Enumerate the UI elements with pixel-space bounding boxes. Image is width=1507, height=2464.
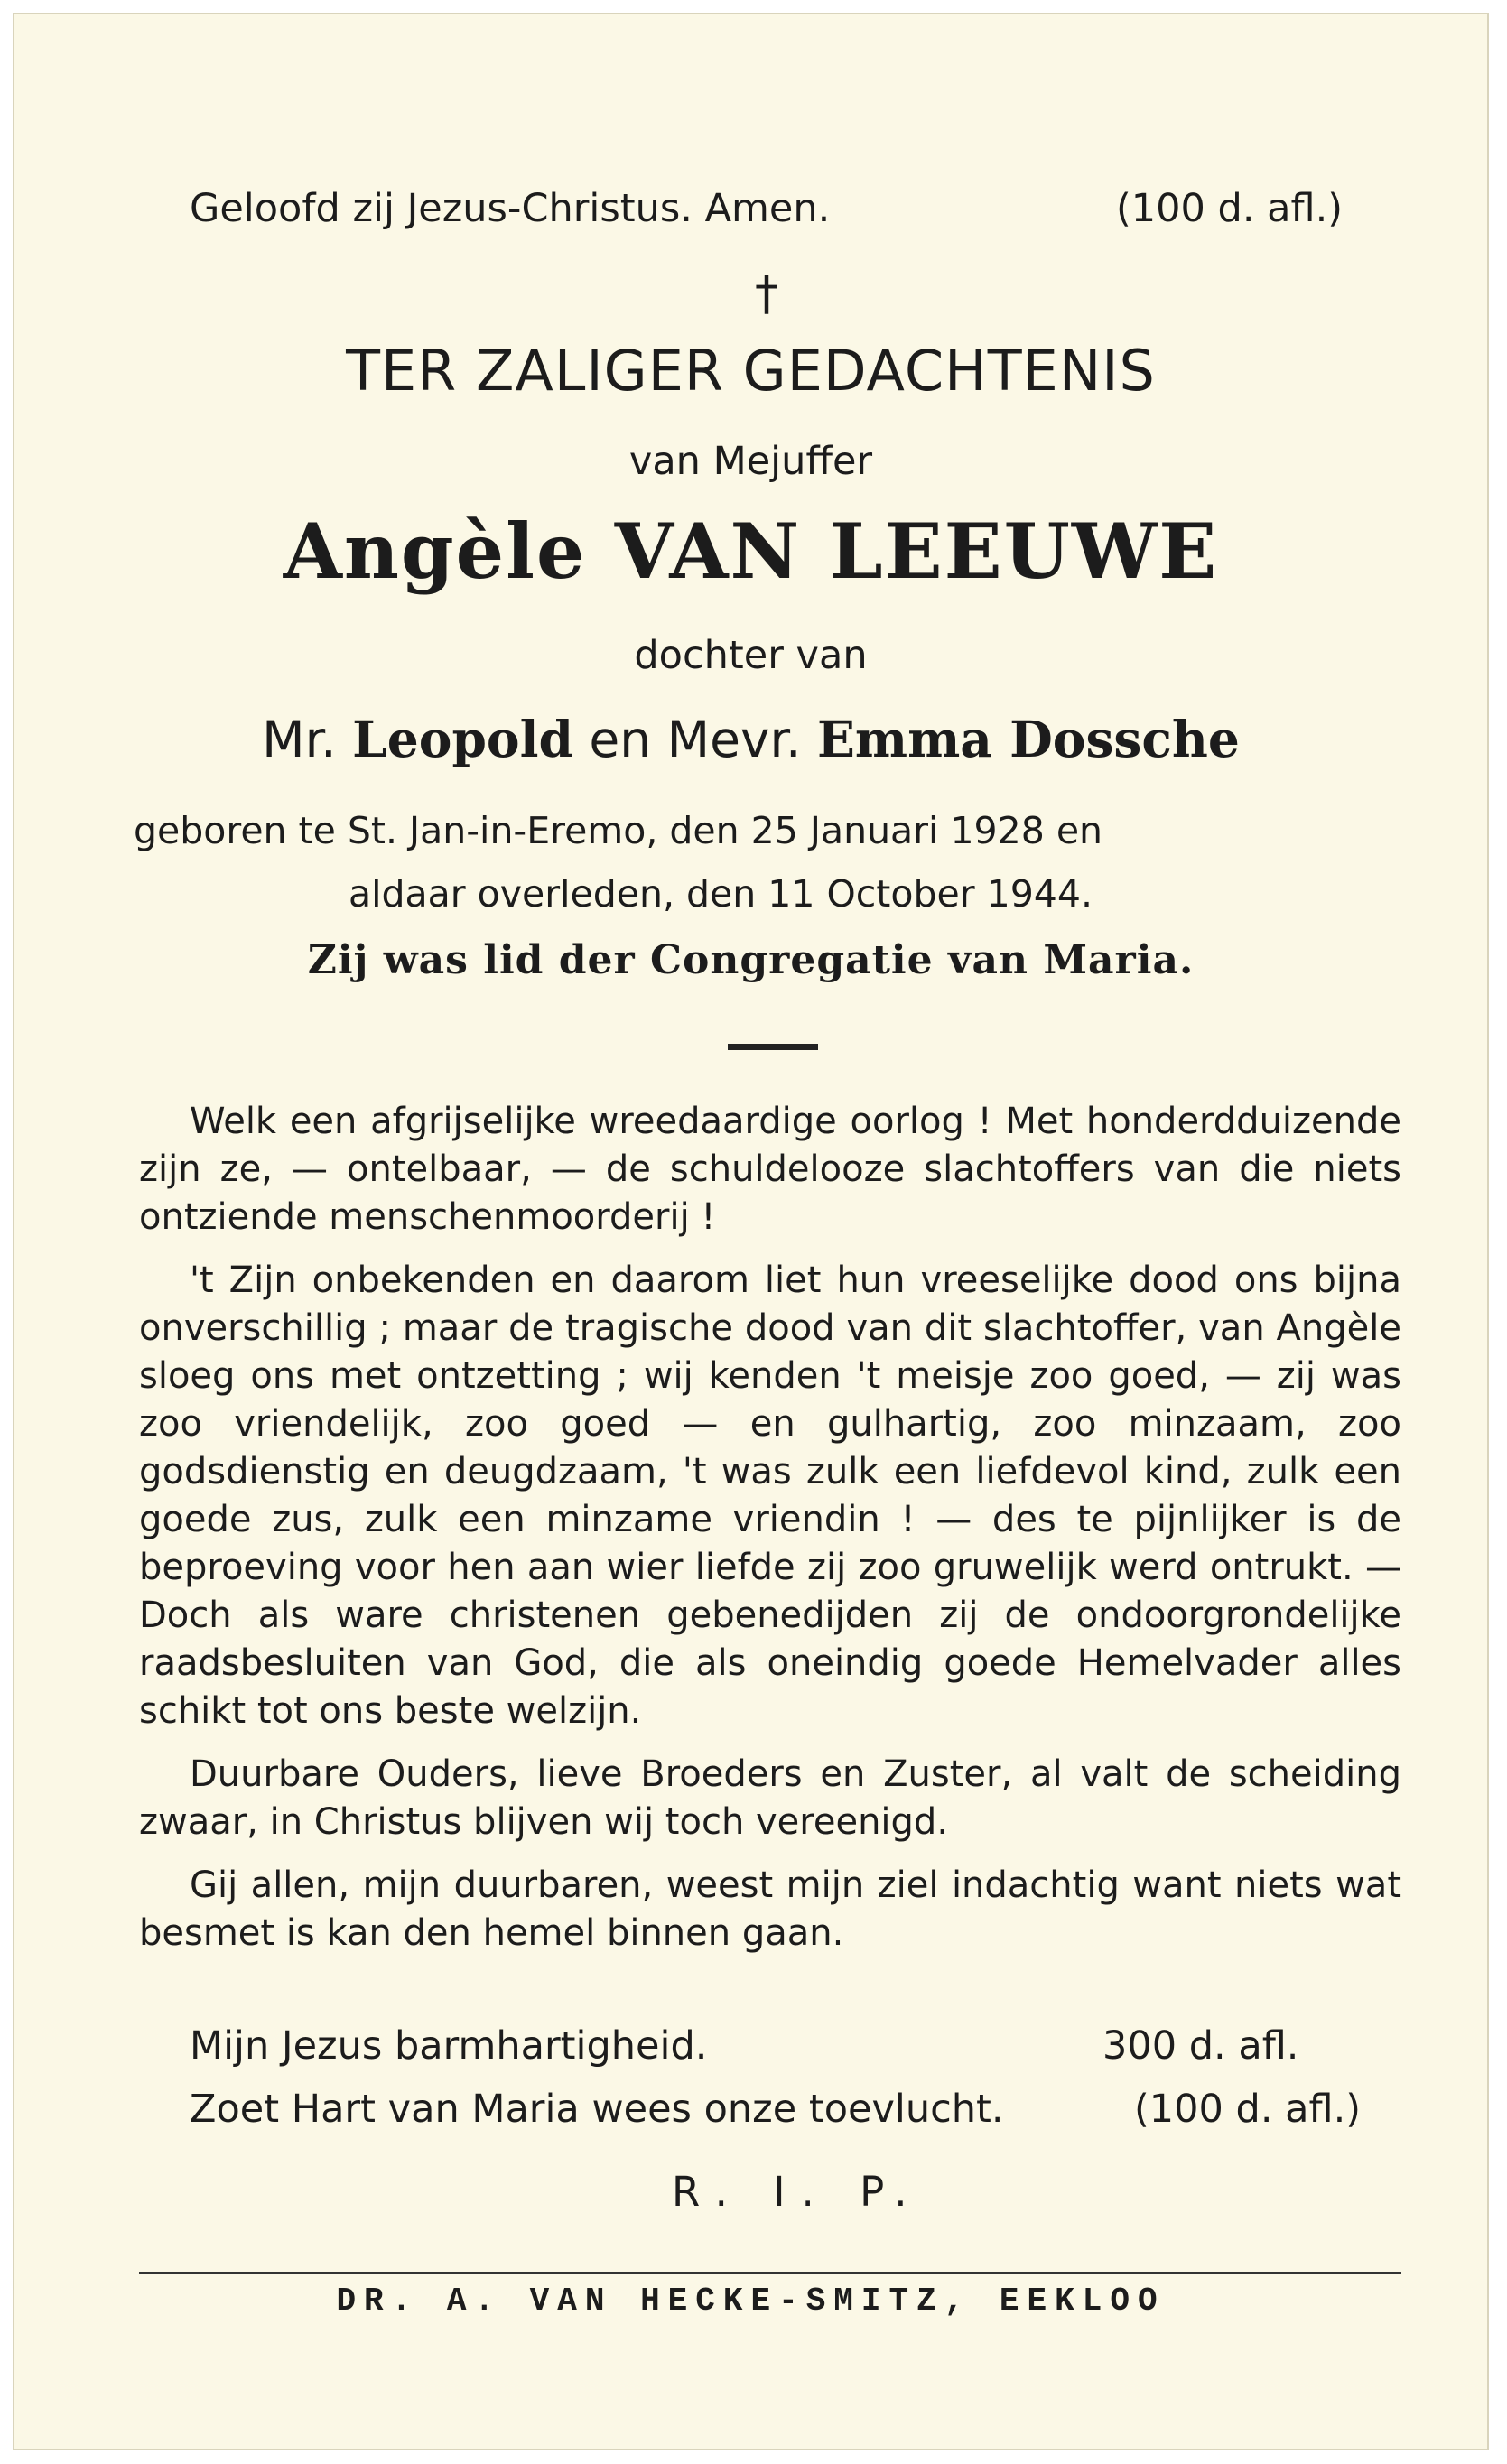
footer-divider bbox=[139, 2272, 1401, 2274]
relation-line: dochter van bbox=[634, 633, 868, 678]
divider bbox=[728, 1044, 818, 1050]
prayer-2-indulgence: (100 d. afl.) bbox=[1134, 2087, 1362, 2132]
death-line: aldaar overleden, den 11 October 1944. bbox=[349, 872, 1093, 916]
cross-icon: † bbox=[755, 267, 778, 321]
mother-name: Emma Dossche bbox=[816, 710, 1240, 768]
congregation-line: Zij was lid der Congregatie van Maria. bbox=[307, 937, 1195, 983]
mother-prefix: Mevr. bbox=[666, 711, 802, 768]
memorial-text bbox=[139, 1098, 1401, 1973]
parents-conj: en bbox=[589, 711, 652, 768]
parents-line bbox=[14, 710, 1487, 768]
prayer-1: Mijn Jezus barmhartigheid. bbox=[190, 2023, 708, 2069]
paragraph-3: Duurbare Ouders, lieve Broeders en Zuster, al valt de scheiding zwaar, in Christus blijven wij toch vereenigd. bbox=[139, 1753, 1401, 1843]
prayer-2: Zoet Hart van Maria wees onze toevlucht. bbox=[190, 2087, 1004, 2132]
deceased-name: Angèle VAN LEEUWE bbox=[283, 507, 1219, 596]
memorial-card bbox=[13, 13, 1489, 2450]
card-subtitle: van Mejuffer bbox=[628, 439, 873, 484]
paragraph-4: Gij allen, mijn duurbaren, weest mijn ziel indachtig want niets wat besmet is kan den hemel binnen gaan. bbox=[139, 1864, 1401, 1954]
printer-credit: DR. A. VAN HECKE-SMITZ, EEKLOO bbox=[336, 2283, 1166, 2320]
father-prefix: Mr. bbox=[262, 711, 337, 768]
father-name: Leopold bbox=[352, 710, 573, 768]
opening-indulgence: (100 d. afl.) bbox=[1116, 186, 1344, 231]
paragraph-2: 't Zijn onbekenden en daarom liet hun vreeselijke dood ons bijna onverschillig ; maar de tragische dood van dit slachtoffer, van Angèle sloeg ons met ontzetting ; wij kenden 't meisje zoo goed, — zij was zoo vriendelijk, zoo goed — en gulhartig, zoo minzaam, zoo godsdienstig en deugdzaam, 't was zulk een liefdevol kind, zulk een goede zus, zulk een minzame vriendin ! — des te pijnlijker is de beproeving voor hen aan wier liefde zij zoo gruwelijk werd ontrukt. — Doch als ware christenen gebenedijden zij de ondoorgrondelijke raadsbesluiten van God, die als oneindig goede Hemelvader alles schikt tot ons beste welzijn. bbox=[139, 1260, 1401, 1732]
birth-line: geboren te St. Jan-in-Eremo, den 25 Januari 1928 en bbox=[134, 809, 1103, 852]
card-title: TER ZALIGER GEDACHTENIS bbox=[346, 338, 1156, 404]
paragraph-1: Welk een afgrijselijke wreedaardige oorlog ! Met honderdduizende zijn ze, — ontelbaar, — de schuldelooze slachtoffers van die niets ontziende menschenmoorderij ! bbox=[139, 1101, 1401, 1238]
opening-prayer: Geloofd zij Jezus-Christus. Amen. bbox=[190, 186, 831, 231]
prayer-1-indulgence: 300 d. afl. bbox=[1102, 2023, 1299, 2069]
rip: R. I. P. bbox=[672, 2168, 924, 2216]
